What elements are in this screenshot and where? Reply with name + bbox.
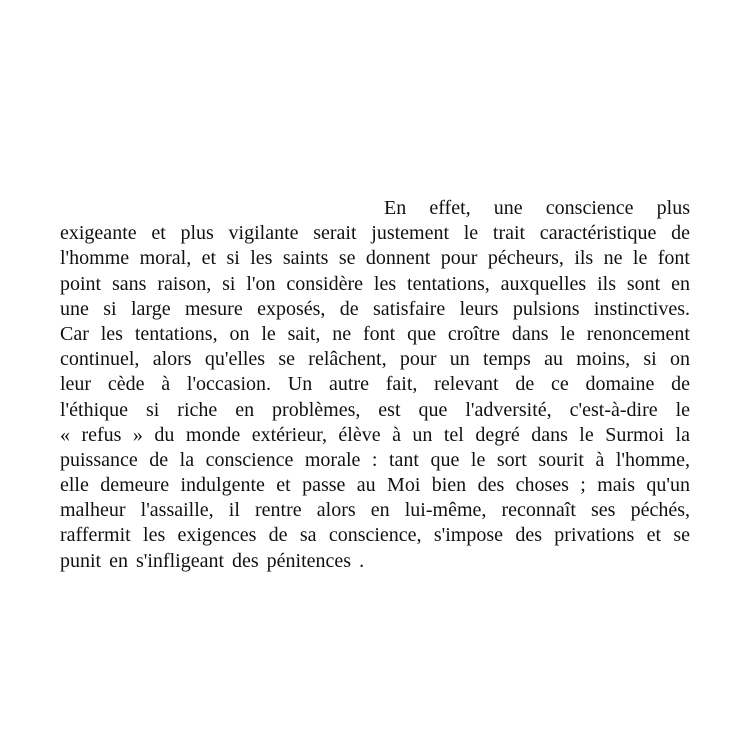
paragraph-line: « refus » du monde extérieur, élève à un tel degré dans le Surmoi la — [60, 423, 690, 446]
paragraph-line: l'homme moral, et si les saints se donnent pour pécheurs, ils ne le font — [60, 247, 690, 270]
paragraph-line: une si large mesure exposés, de satisfaire leurs pulsions instinctives. — [60, 297, 690, 320]
paragraph-line: puissance de la conscience morale : tant que le sort sourit à l'homme, — [60, 448, 690, 471]
paragraph-line: exigeante et plus vigilante serait justement le trait caractéristique de — [60, 222, 690, 245]
paragraph-line: punit en s'infligeant des pénitences . — [60, 549, 365, 572]
paragraph-line: elle demeure indulgente et passe au Moi bien des choses ; mais qu'un — [60, 474, 690, 497]
paragraph-line: En effet, une conscience plus — [384, 197, 690, 219]
paragraph-line: raffermit les exigences de sa conscience, s'impose des privations et se — [60, 524, 690, 547]
paragraph-line: Car les tentations, on le sait, ne font que croître dans le renoncement — [60, 322, 690, 345]
paragraph-line: point sans raison, si l'on considère les tentations, auxquelles ils sont en — [60, 272, 690, 295]
paragraph-line: l'éthique si riche en problèmes, est que l'adversité, c'est-à-dire le — [60, 398, 690, 421]
paragraph-line: leur cède à l'occasion. Un autre fait, relevant de ce domaine de — [60, 373, 690, 396]
body-paragraph — [60, 196, 690, 574]
paragraph-line: malheur l'assaille, il rentre alors en lui-même, reconnaît ses péchés, — [60, 499, 690, 522]
paragraph-line: continuel, alors qu'elles se relâchent, pour un temps au moins, si on — [60, 348, 690, 371]
